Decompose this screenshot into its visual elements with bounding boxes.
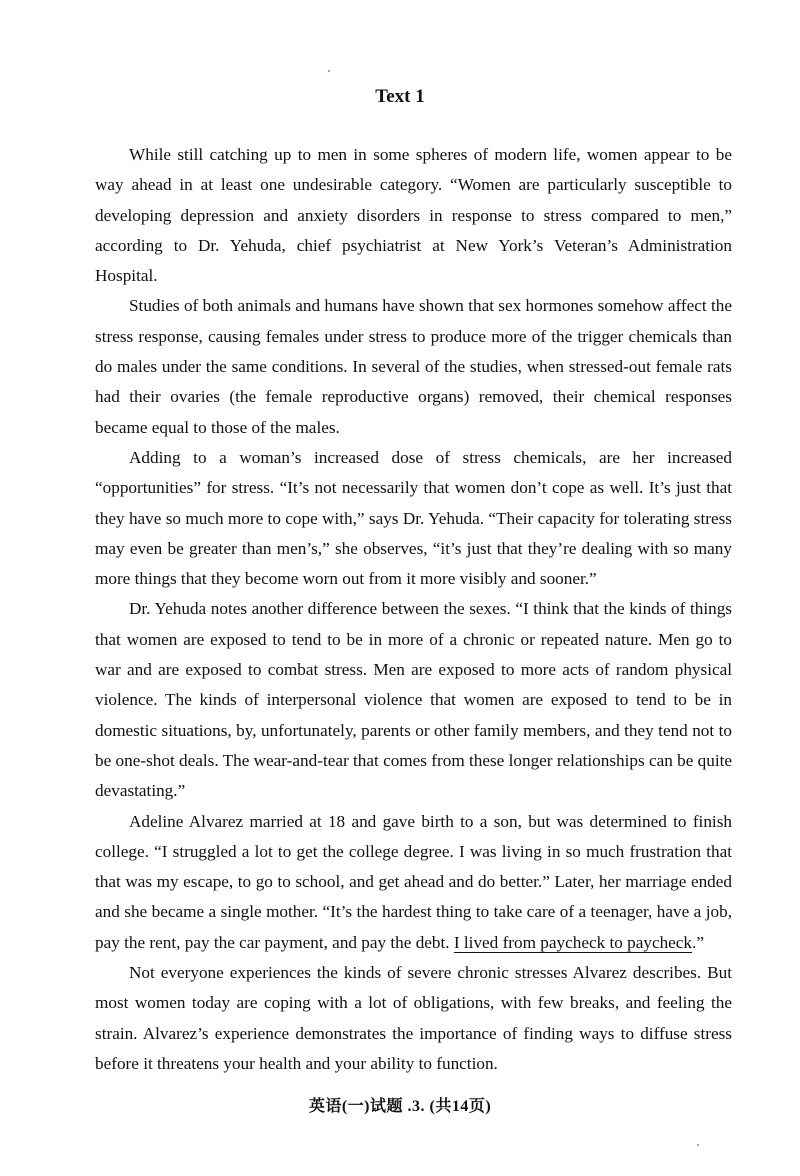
page-title: Text 1	[375, 86, 425, 107]
passage-body	[95, 140, 732, 1079]
page-footer: 英语(一)试题 .3. (共14页)	[308, 1098, 492, 1115]
paragraph-3: Adding to a woman’s increased dose of stress chemicals, are her increased “opportunities” for stress. “It’s not necessarily that women don’t cope as well. It’s just that they have so much more to cope with,” says Dr. Yehuda. “Their capacity for tolerating stress may even be greater than men’s,” she observes, “it’s just that they’re dealing with so many more things that they become worn out from it more visibly and sooner.”	[95, 447, 732, 589]
scan-speck	[328, 70, 330, 72]
paragraph-5-text-before: Adeline Alvarez married at 18 and gave birth to a son, but was determined to finish college. “I struggled a lot to get the college degree. I was living in so much frustration that that was my escape, to go to school, and get ahead and do better.” Later, her marriage ended and she became a single mother. “It’s the hardest thing to take care of a teenager, have a job, pay the rent, pay the car payment, and pay the debt.	[95, 811, 732, 952]
paragraph-1: While still catching up to men in some spheres of modern life, women appear to be way ahead in at least one undesirable category. “Women are particularly susceptible to developing depression and anxiety disorders in response to stress compared to men,” according to Dr. Yehuda, chief psychiatrist at New York’s Veteran’s Administration Hospital.	[95, 145, 732, 286]
paragraph-5	[95, 807, 732, 958]
paragraph-2: Studies of both animals and humans have shown that sex hormones somehow affect the stress response, causing females under stress to produce more of the trigger chemicals than do males under the same conditions. In several of the studies, when stressed-out female rats had their ovaries (the female reproductive organs) removed, their chemical responses became equal to those of the males.	[95, 296, 732, 437]
paragraph-5-text-after: .”	[692, 932, 704, 952]
paragraph-6: Not everyone experiences the kinds of severe chronic stresses Alvarez describes. But most women today are coping with a lot of obligations, with few breaks, and feeling the strain. Alvarez’s experience demonstrates the importance of finding ways to diffuse stress before it threatens your health and your ability to function.	[95, 963, 732, 1073]
underlined-phrase: I lived from paycheck to paycheck	[453, 932, 693, 952]
scan-speck	[697, 1144, 699, 1146]
paragraph-4: Dr. Yehuda notes another difference between the sexes. “I think that the kinds of things that women are exposed to tend to be in more of a chronic or repeated nature. Men go to war and are exposed to combat stress. Men are exposed to more acts of random physical violence. The kinds of interpersonal violence that women are exposed to tend to be in domestic situations, by, unfortunately, parents or other family members, and they tend not to be one-shot deals. The wear-and-tear that comes from these longer relationships can be quite devastating.”	[95, 599, 732, 801]
